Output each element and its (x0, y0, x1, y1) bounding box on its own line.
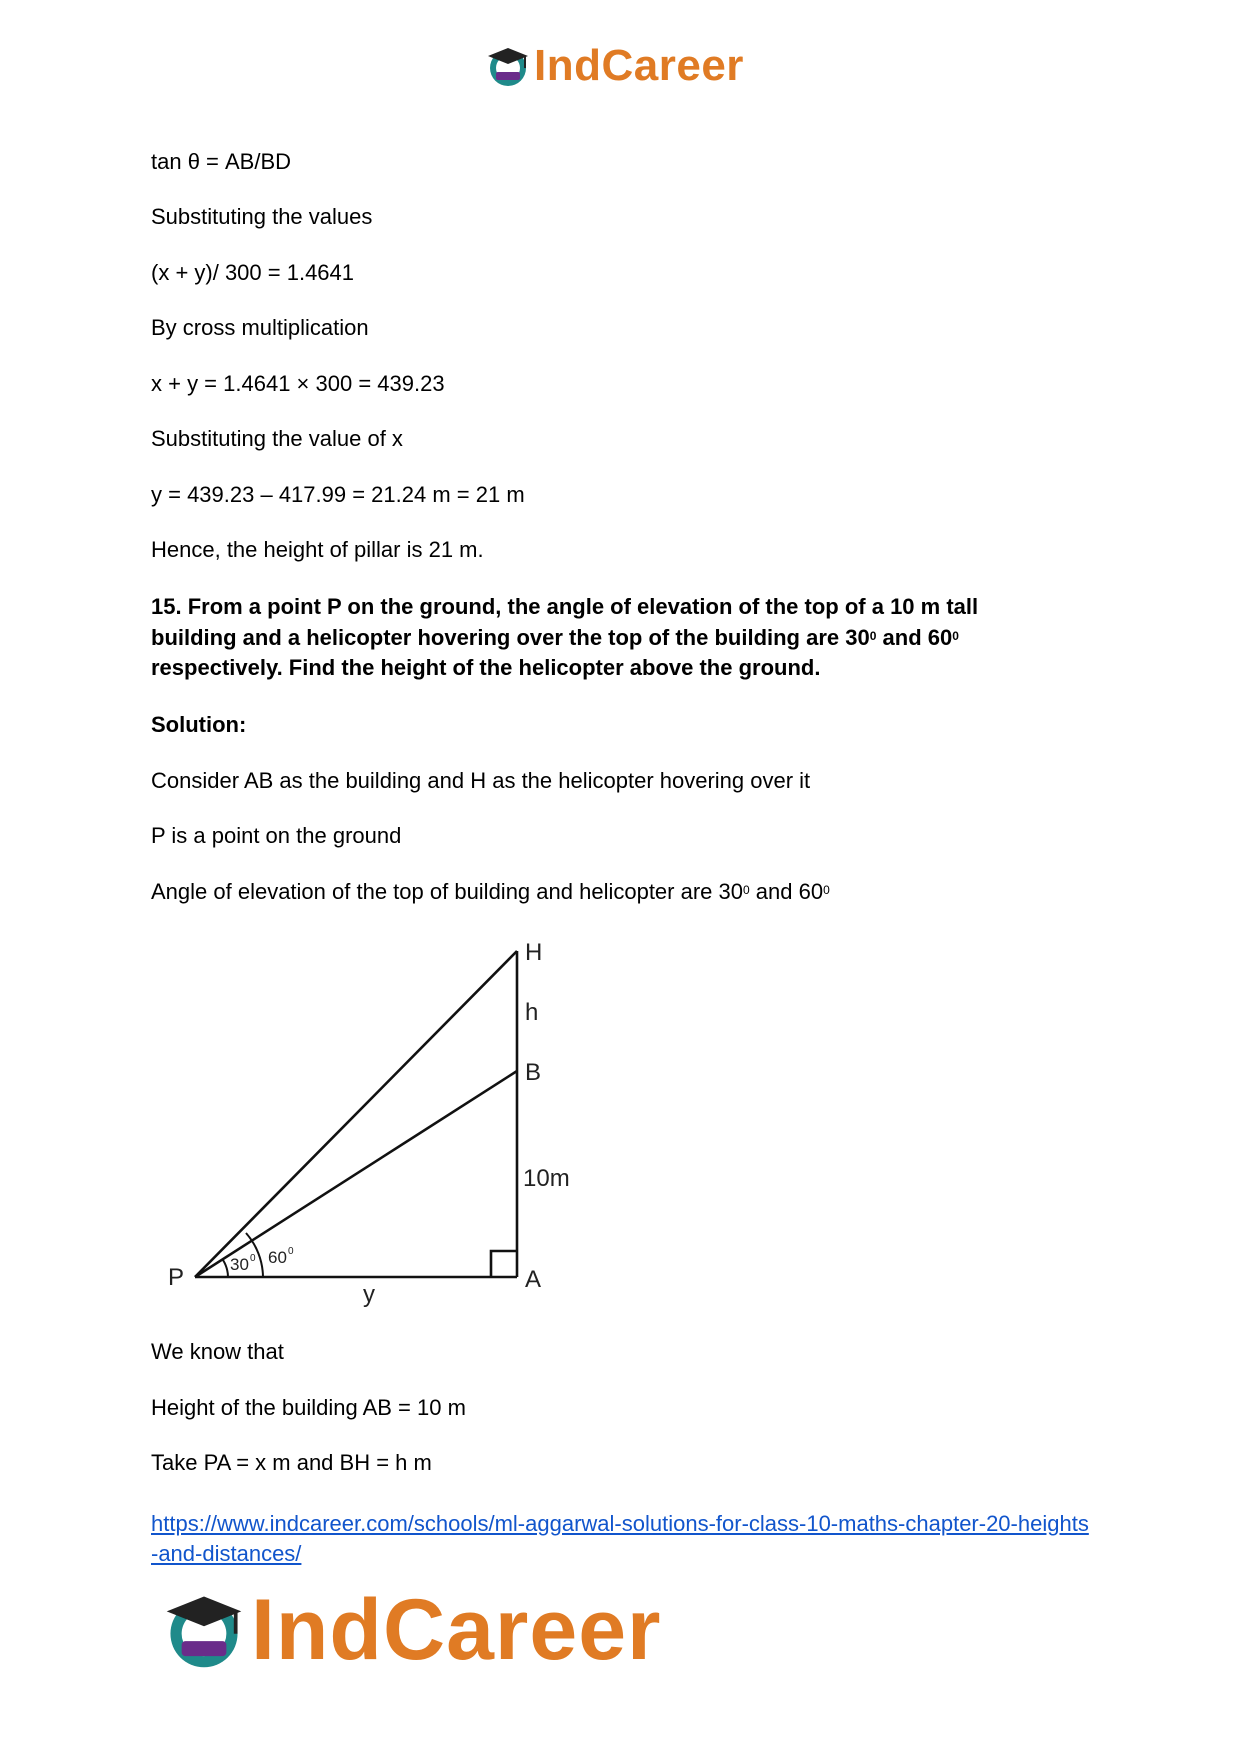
label-A: A (525, 1266, 542, 1293)
indcareer-logo-top (486, 40, 744, 92)
logo-text: IndCareer (251, 1581, 662, 1678)
logo-text: IndCareer (534, 41, 744, 90)
angle-text-2: and 60 (749, 879, 824, 904)
graduation-cap-book-icon (486, 44, 530, 88)
text-line: Consider AB as the building and H as the helicopter hovering over it (151, 768, 811, 793)
label-h: h (525, 999, 539, 1026)
label-H: H (525, 939, 543, 966)
text-line: We know that (151, 1339, 284, 1364)
question-text-2: and 60 (876, 624, 953, 650)
question-text-3: respectively. Find the height of the helicopter above the ground. (151, 655, 821, 680)
question-15 (151, 592, 1051, 684)
text-line: Substituting the values (151, 204, 373, 229)
triangle-diagram (160, 930, 600, 1310)
degree-sup: 0 (823, 883, 830, 897)
degree-sup: 0 (952, 628, 959, 643)
line-PH (195, 951, 517, 1277)
text-line: Height of the building AB = 10 m (151, 1395, 466, 1420)
source-link[interactable]: https://www.indcareer.com/schools/ml-aggarwal-solutions-for-class-10-maths-chapter-20-heights-and-distances/ (151, 1511, 1089, 1566)
text-line: x + y = 1.4641 × 300 = 439.23 (151, 371, 445, 396)
right-angle-mark (491, 1251, 517, 1277)
indcareer-logo-bottom (163, 1581, 662, 1678)
label-60-deg: 0 (288, 1246, 294, 1257)
angle-arc-30 (223, 1260, 228, 1277)
angle-text-1: Angle of elevation of the top of building and helicopter are 30 (151, 879, 743, 904)
text-line: By cross multiplication (151, 315, 369, 340)
text-line: y = 439.23 – 417.99 = 21.24 m = 21 m (151, 482, 525, 507)
text-line: tan θ = AB/BD (151, 149, 292, 174)
text-line: (x + y)/ 300 = 1.4641 (151, 260, 355, 285)
label-B: B (525, 1059, 542, 1086)
graduation-cap-book-icon (163, 1589, 245, 1671)
label-60: 60 (268, 1248, 287, 1267)
label-10m: 10m (523, 1165, 570, 1192)
angle-line (151, 877, 830, 907)
label-P: P (168, 1264, 185, 1291)
degree-sup: 0 (869, 628, 877, 643)
text-line: Substituting the value of x (151, 426, 403, 451)
line-PB (195, 1071, 517, 1277)
text-line: P is a point on the ground (151, 823, 402, 848)
label-30: 30 (230, 1255, 249, 1274)
text-line: Hence, the height of pillar is 21 m. (151, 537, 484, 562)
degree-sup: 0 (742, 883, 750, 897)
text-line: Take PA = x m and BH = h m (151, 1450, 432, 1475)
solution-label: Solution: (151, 712, 247, 737)
label-y: y (363, 1281, 375, 1308)
label-30-deg: 0 (250, 1253, 256, 1264)
question-text-1: 15. From a point P on the ground, the angle of elevation of the top of a 10 m tall building and a helicopter hovering over the top of the building are 30 (151, 594, 979, 650)
